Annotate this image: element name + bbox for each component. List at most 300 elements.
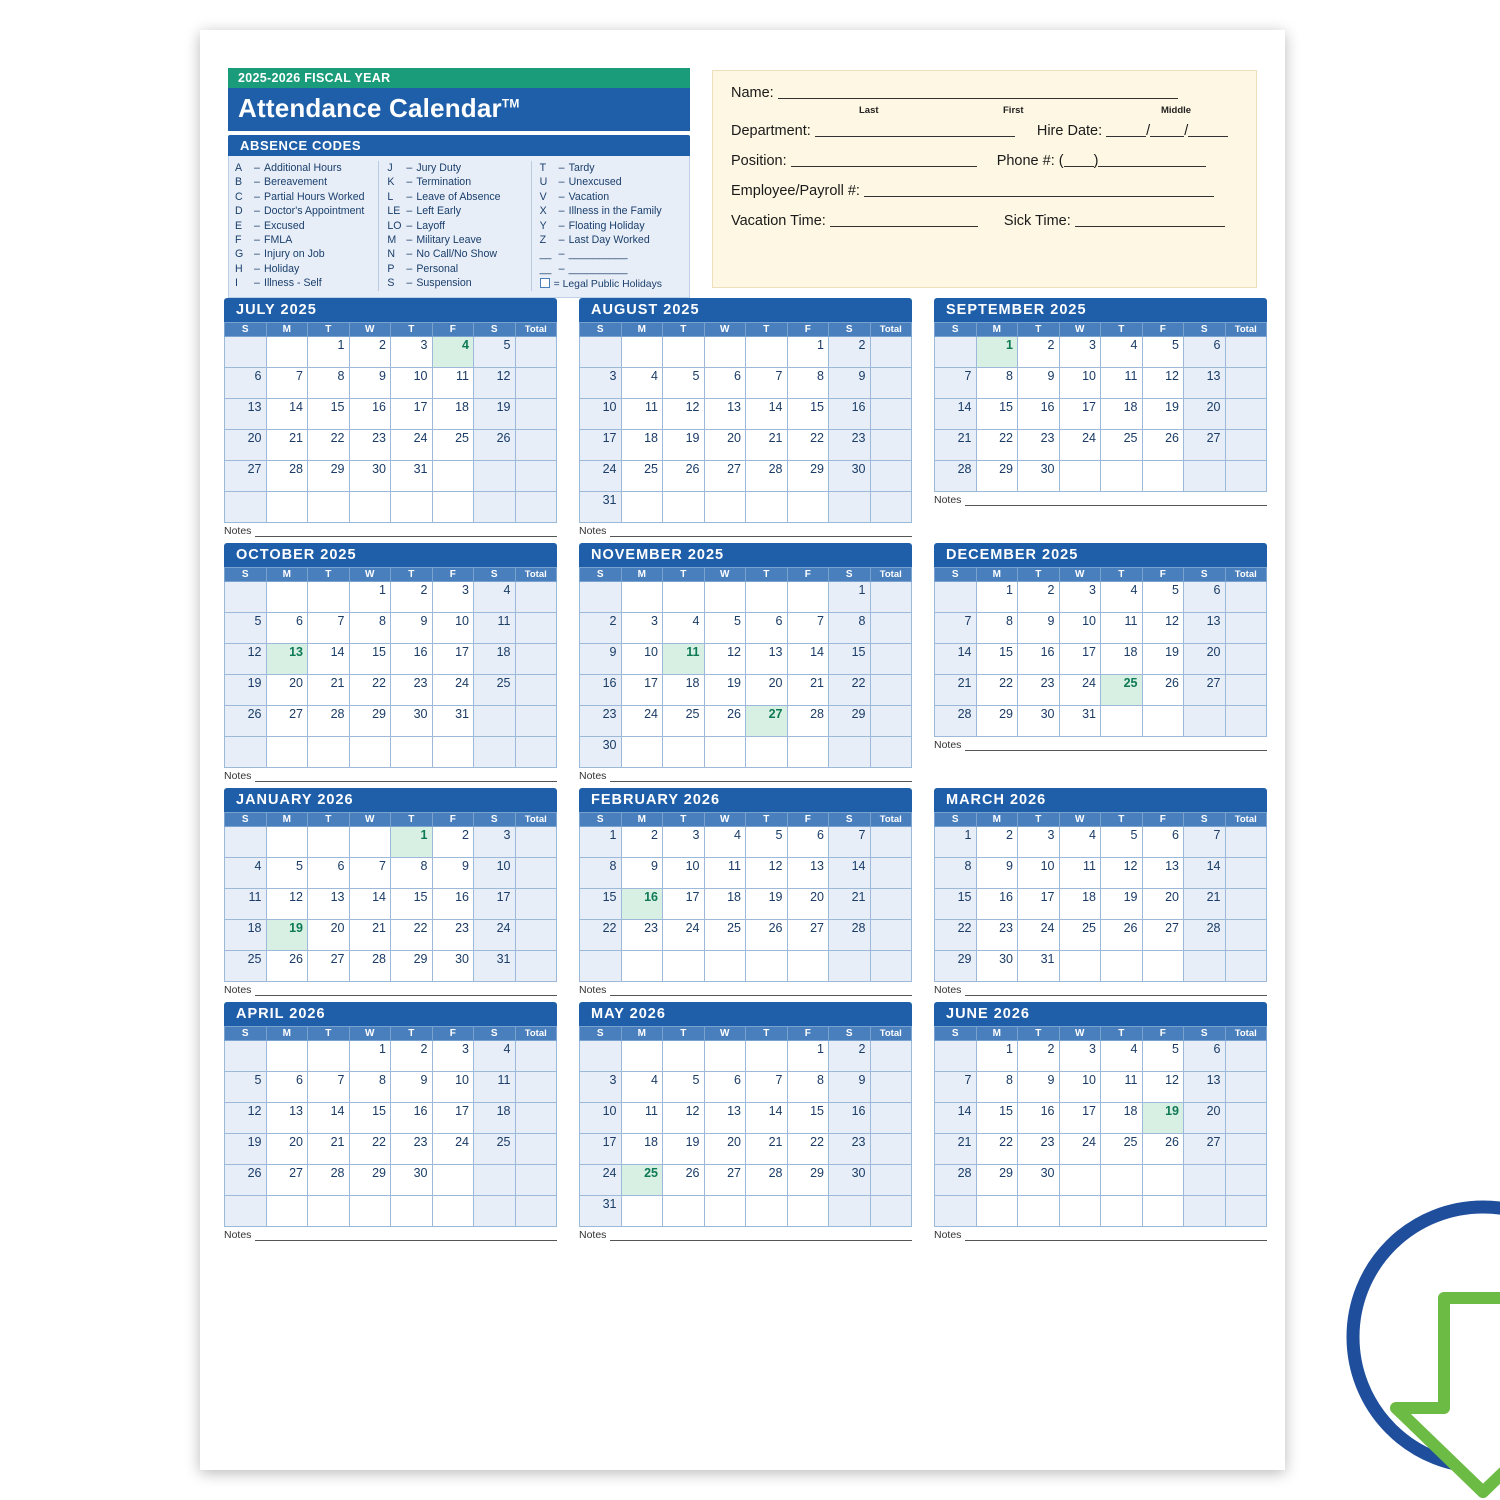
day-cell[interactable]: 6 [704,368,746,399]
day-cell[interactable]: 7 [1184,827,1226,858]
day-cell[interactable] [1101,1165,1143,1196]
day-cell[interactable]: 7 [308,613,350,644]
day-cell[interactable]: 30 [349,461,391,492]
day-cell[interactable]: 25 [621,461,663,492]
day-cell[interactable]: 25 [1059,920,1101,951]
day-cell[interactable]: 3 [1059,582,1101,613]
day-cell[interactable]: 5 [1142,337,1184,368]
day-cell[interactable]: 3 [621,613,663,644]
day-cell[interactable]: 4 [1059,827,1101,858]
day-cell[interactable] [746,1041,788,1072]
day-cell[interactable]: 10 [580,399,622,430]
day-cell[interactable]: 18 [474,1103,516,1134]
day-cell[interactable]: 5 [266,858,308,889]
day-cell[interactable]: 31 [432,706,474,737]
day-cell[interactable]: 23 [829,430,871,461]
notes-input[interactable] [255,987,557,996]
day-cell[interactable] [308,827,350,858]
day-cell[interactable]: 26 [1101,920,1143,951]
day-cell[interactable]: 24 [1059,675,1101,706]
notes-input[interactable] [610,1232,912,1241]
day-cell[interactable]: 9 [391,1072,433,1103]
day-cell[interactable]: 7 [746,1072,788,1103]
day-cell[interactable]: 13 [266,644,308,675]
day-cell[interactable]: 27 [704,1165,746,1196]
day-cell[interactable]: 30 [391,1165,433,1196]
day-cell[interactable]: 3 [1059,1041,1101,1072]
day-cell[interactable]: 10 [1059,613,1101,644]
day-cell[interactable] [663,951,705,982]
notes-input[interactable] [965,497,1267,506]
day-cell[interactable]: 10 [474,858,516,889]
day-cell[interactable]: 20 [787,889,829,920]
day-cell[interactable]: 22 [349,675,391,706]
day-cell[interactable]: 8 [349,613,391,644]
day-cell[interactable]: 4 [704,827,746,858]
day-cell[interactable]: 25 [474,1134,516,1165]
day-cell[interactable]: 6 [746,613,788,644]
day-cell[interactable] [266,337,308,368]
day-cell[interactable] [621,1196,663,1227]
day-cell[interactable]: 24 [621,706,663,737]
day-cell[interactable]: 22 [349,1134,391,1165]
day-cell[interactable]: 1 [829,582,871,613]
week-total-cell[interactable] [515,582,557,613]
week-total-cell[interactable] [870,1072,912,1103]
day-cell[interactable]: 27 [225,461,267,492]
day-cell[interactable] [266,1041,308,1072]
day-cell[interactable]: 18 [432,399,474,430]
week-total-cell[interactable] [1225,644,1267,675]
day-cell[interactable]: 24 [1018,920,1060,951]
day-cell[interactable]: 8 [349,1072,391,1103]
day-cell[interactable]: 16 [1018,644,1060,675]
day-cell[interactable] [704,492,746,523]
vacation-time-input[interactable] [830,214,978,227]
day-cell[interactable]: 10 [391,368,433,399]
day-cell[interactable]: 7 [787,613,829,644]
week-total-cell[interactable] [1225,889,1267,920]
day-cell[interactable] [580,582,622,613]
day-cell[interactable]: 2 [829,337,871,368]
week-total-cell[interactable] [870,644,912,675]
hire-date-month-input[interactable] [1106,124,1146,137]
day-cell[interactable]: 28 [746,461,788,492]
day-cell[interactable]: 15 [391,889,433,920]
day-cell[interactable] [935,1196,977,1227]
day-cell[interactable]: 25 [663,706,705,737]
day-cell[interactable]: 6 [1184,337,1226,368]
day-cell[interactable]: 28 [746,1165,788,1196]
day-cell[interactable]: 1 [976,582,1018,613]
day-cell[interactable]: 21 [349,920,391,951]
day-cell[interactable]: 31 [391,461,433,492]
day-cell[interactable] [663,492,705,523]
day-cell[interactable]: 11 [1059,858,1101,889]
day-cell[interactable]: 17 [1018,889,1060,920]
day-cell[interactable]: 29 [391,951,433,982]
day-cell[interactable] [1059,951,1101,982]
day-cell[interactable]: 24 [1059,1134,1101,1165]
day-cell[interactable] [474,492,516,523]
day-cell[interactable] [621,582,663,613]
day-cell[interactable]: 14 [935,399,977,430]
day-cell[interactable]: 9 [1018,613,1060,644]
day-cell[interactable] [474,737,516,768]
day-cell[interactable]: 16 [580,675,622,706]
day-cell[interactable]: 21 [935,675,977,706]
day-cell[interactable] [308,582,350,613]
week-total-cell[interactable] [515,1134,557,1165]
week-total-cell[interactable] [870,1196,912,1227]
day-cell[interactable]: 27 [787,920,829,951]
day-cell[interactable] [225,337,267,368]
day-cell[interactable]: 21 [746,430,788,461]
day-cell[interactable] [704,951,746,982]
day-cell[interactable]: 10 [1059,1072,1101,1103]
week-total-cell[interactable] [870,1041,912,1072]
day-cell[interactable]: 16 [1018,1103,1060,1134]
day-cell[interactable]: 30 [1018,1165,1060,1196]
day-cell[interactable]: 10 [621,644,663,675]
day-cell[interactable]: 4 [1101,582,1143,613]
day-cell[interactable]: 6 [1184,1041,1226,1072]
day-cell[interactable]: 28 [935,706,977,737]
day-cell[interactable] [474,1165,516,1196]
day-cell[interactable]: 29 [349,1165,391,1196]
day-cell[interactable] [621,1041,663,1072]
week-total-cell[interactable] [1225,613,1267,644]
day-cell[interactable] [704,1196,746,1227]
day-cell[interactable]: 17 [621,675,663,706]
day-cell[interactable]: 11 [474,1072,516,1103]
day-cell[interactable] [704,737,746,768]
day-cell[interactable]: 5 [704,613,746,644]
day-cell[interactable]: 16 [432,889,474,920]
day-cell[interactable]: 23 [621,920,663,951]
day-cell[interactable]: 7 [935,1072,977,1103]
week-total-cell[interactable] [870,675,912,706]
day-cell[interactable] [621,951,663,982]
week-total-cell[interactable] [1225,1196,1267,1227]
week-total-cell[interactable] [870,461,912,492]
day-cell[interactable]: 13 [1142,858,1184,889]
week-total-cell[interactable] [1225,1165,1267,1196]
day-cell[interactable]: 6 [1184,582,1226,613]
day-cell[interactable]: 15 [976,644,1018,675]
day-cell[interactable]: 15 [787,399,829,430]
day-cell[interactable]: 8 [787,1072,829,1103]
day-cell[interactable]: 12 [225,1103,267,1134]
day-cell[interactable]: 31 [1018,951,1060,982]
day-cell[interactable]: 20 [704,1134,746,1165]
day-cell[interactable]: 24 [580,1165,622,1196]
day-cell[interactable]: 11 [621,1103,663,1134]
day-cell[interactable]: 12 [1142,1072,1184,1103]
day-cell[interactable] [225,737,267,768]
day-cell[interactable]: 1 [935,827,977,858]
week-total-cell[interactable] [870,1103,912,1134]
day-cell[interactable]: 16 [976,889,1018,920]
day-cell[interactable]: 19 [663,430,705,461]
day-cell[interactable]: 3 [580,1072,622,1103]
day-cell[interactable] [935,1041,977,1072]
department-input[interactable] [815,124,1015,137]
day-cell[interactable]: 22 [976,430,1018,461]
day-cell[interactable]: 17 [432,644,474,675]
day-cell[interactable] [704,1041,746,1072]
week-total-cell[interactable] [870,582,912,613]
phone-area-input[interactable] [1064,154,1094,167]
day-cell[interactable]: 8 [829,613,871,644]
day-cell[interactable]: 26 [1142,430,1184,461]
day-cell[interactable]: 15 [935,889,977,920]
day-cell[interactable]: 26 [266,951,308,982]
day-cell[interactable]: 20 [1184,1103,1226,1134]
week-total-cell[interactable] [1225,920,1267,951]
day-cell[interactable]: 4 [1101,1041,1143,1072]
day-cell[interactable]: 21 [1184,889,1226,920]
day-cell[interactable]: 3 [1018,827,1060,858]
day-cell[interactable] [746,582,788,613]
day-cell[interactable]: 22 [976,675,1018,706]
day-cell[interactable] [432,737,474,768]
week-total-cell[interactable] [515,613,557,644]
day-cell[interactable]: 21 [935,430,977,461]
day-cell[interactable]: 7 [746,368,788,399]
day-cell[interactable]: 8 [308,368,350,399]
day-cell[interactable] [225,1041,267,1072]
day-cell[interactable]: 13 [704,1103,746,1134]
day-cell[interactable]: 13 [704,399,746,430]
day-cell[interactable]: 5 [1142,1041,1184,1072]
day-cell[interactable]: 2 [1018,337,1060,368]
day-cell[interactable]: 19 [1101,889,1143,920]
day-cell[interactable]: 12 [225,644,267,675]
day-cell[interactable]: 16 [391,1103,433,1134]
day-cell[interactable]: 29 [308,461,350,492]
day-cell[interactable]: 16 [829,399,871,430]
day-cell[interactable]: 14 [935,644,977,675]
week-total-cell[interactable] [1225,1134,1267,1165]
day-cell[interactable]: 19 [704,675,746,706]
day-cell[interactable] [829,737,871,768]
day-cell[interactable]: 10 [1059,368,1101,399]
day-cell[interactable]: 27 [1184,675,1226,706]
day-cell[interactable]: 19 [746,889,788,920]
week-total-cell[interactable] [515,675,557,706]
day-cell[interactable]: 10 [432,613,474,644]
day-cell[interactable]: 25 [621,1165,663,1196]
week-total-cell[interactable] [1225,461,1267,492]
day-cell[interactable] [474,461,516,492]
day-cell[interactable]: 23 [1018,430,1060,461]
day-cell[interactable] [474,706,516,737]
day-cell[interactable]: 28 [1184,920,1226,951]
day-cell[interactable]: 25 [1101,430,1143,461]
week-total-cell[interactable] [515,337,557,368]
day-cell[interactable]: 20 [308,920,350,951]
day-cell[interactable] [1059,461,1101,492]
day-cell[interactable]: 21 [787,675,829,706]
day-cell[interactable]: 18 [621,1134,663,1165]
day-cell[interactable] [787,1196,829,1227]
day-cell[interactable]: 28 [266,461,308,492]
week-total-cell[interactable] [515,889,557,920]
day-cell[interactable]: 3 [580,368,622,399]
day-cell[interactable] [704,337,746,368]
day-cell[interactable]: 30 [432,951,474,982]
day-cell[interactable]: 17 [1059,399,1101,430]
day-cell[interactable]: 17 [580,1134,622,1165]
day-cell[interactable] [704,582,746,613]
day-cell[interactable]: 23 [976,920,1018,951]
day-cell[interactable]: 14 [829,858,871,889]
day-cell[interactable] [308,737,350,768]
day-cell[interactable]: 29 [935,951,977,982]
day-cell[interactable]: 22 [580,920,622,951]
day-cell[interactable]: 14 [349,889,391,920]
day-cell[interactable]: 3 [391,337,433,368]
day-cell[interactable]: 29 [349,706,391,737]
day-cell[interactable]: 10 [1018,858,1060,889]
day-cell[interactable]: 9 [432,858,474,889]
day-cell[interactable]: 1 [349,582,391,613]
notes-input[interactable] [255,1232,557,1241]
day-cell[interactable] [1184,1196,1226,1227]
day-cell[interactable]: 26 [474,430,516,461]
day-cell[interactable]: 22 [787,430,829,461]
day-cell[interactable]: 31 [474,951,516,982]
day-cell[interactable]: 16 [621,889,663,920]
day-cell[interactable]: 17 [474,889,516,920]
day-cell[interactable]: 26 [663,1165,705,1196]
day-cell[interactable]: 16 [1018,399,1060,430]
week-total-cell[interactable] [870,430,912,461]
day-cell[interactable]: 17 [432,1103,474,1134]
week-total-cell[interactable] [515,461,557,492]
day-cell[interactable]: 13 [308,889,350,920]
day-cell[interactable]: 11 [663,644,705,675]
day-cell[interactable]: 12 [1142,613,1184,644]
day-cell[interactable] [1142,461,1184,492]
day-cell[interactable]: 20 [1184,399,1226,430]
day-cell[interactable]: 12 [663,399,705,430]
day-cell[interactable] [746,951,788,982]
day-cell[interactable]: 16 [829,1103,871,1134]
day-cell[interactable] [1184,461,1226,492]
day-cell[interactable]: 20 [746,675,788,706]
day-cell[interactable]: 25 [1101,675,1143,706]
day-cell[interactable]: 16 [349,399,391,430]
day-cell[interactable] [580,337,622,368]
week-total-cell[interactable] [870,368,912,399]
day-cell[interactable] [1184,1165,1226,1196]
day-cell[interactable] [935,337,977,368]
day-cell[interactable]: 6 [787,827,829,858]
day-cell[interactable]: 18 [474,644,516,675]
day-cell[interactable]: 14 [308,644,350,675]
day-cell[interactable]: 14 [308,1103,350,1134]
day-cell[interactable]: 12 [474,368,516,399]
day-cell[interactable]: 26 [225,706,267,737]
payroll-input[interactable] [864,184,1214,197]
day-cell[interactable]: 30 [1018,461,1060,492]
day-cell[interactable]: 8 [976,613,1018,644]
week-total-cell[interactable] [515,368,557,399]
day-cell[interactable] [432,461,474,492]
day-cell[interactable]: 13 [1184,368,1226,399]
day-cell[interactable] [1101,461,1143,492]
day-cell[interactable] [308,1041,350,1072]
day-cell[interactable]: 9 [1018,1072,1060,1103]
day-cell[interactable]: 1 [787,1041,829,1072]
notes-input[interactable] [255,528,557,537]
hire-date-year-input[interactable] [1188,124,1228,137]
week-total-cell[interactable] [515,1196,557,1227]
day-cell[interactable]: 24 [1059,430,1101,461]
week-total-cell[interactable] [870,827,912,858]
day-cell[interactable]: 27 [1184,430,1226,461]
day-cell[interactable]: 11 [225,889,267,920]
day-cell[interactable]: 6 [704,1072,746,1103]
day-cell[interactable]: 19 [225,675,267,706]
day-cell[interactable]: 25 [474,675,516,706]
day-cell[interactable]: 26 [746,920,788,951]
notes-input[interactable] [965,987,1267,996]
day-cell[interactable]: 9 [976,858,1018,889]
day-cell[interactable]: 28 [829,920,871,951]
day-cell[interactable]: 31 [1059,706,1101,737]
day-cell[interactable]: 18 [1101,1103,1143,1134]
day-cell[interactable] [349,827,391,858]
day-cell[interactable]: 15 [787,1103,829,1134]
day-cell[interactable] [746,737,788,768]
position-input[interactable] [791,154,977,167]
day-cell[interactable]: 18 [704,889,746,920]
day-cell[interactable]: 11 [704,858,746,889]
day-cell[interactable]: 29 [976,706,1018,737]
day-cell[interactable]: 5 [663,368,705,399]
day-cell[interactable]: 29 [787,461,829,492]
day-cell[interactable] [1101,951,1143,982]
day-cell[interactable]: 2 [1018,1041,1060,1072]
day-cell[interactable] [308,492,350,523]
day-cell[interactable]: 20 [704,430,746,461]
day-cell[interactable]: 6 [225,368,267,399]
day-cell[interactable]: 14 [266,399,308,430]
week-total-cell[interactable] [515,920,557,951]
day-cell[interactable]: 19 [1142,399,1184,430]
week-total-cell[interactable] [1225,1072,1267,1103]
week-total-cell[interactable] [870,613,912,644]
sick-time-input[interactable] [1075,214,1225,227]
day-cell[interactable] [349,492,391,523]
day-cell[interactable] [266,827,308,858]
day-cell[interactable]: 2 [349,337,391,368]
day-cell[interactable] [746,337,788,368]
day-cell[interactable] [1142,1196,1184,1227]
day-cell[interactable]: 7 [349,858,391,889]
day-cell[interactable]: 17 [391,399,433,430]
day-cell[interactable]: 31 [580,1196,622,1227]
day-cell[interactable] [663,582,705,613]
day-cell[interactable]: 31 [580,492,622,523]
day-cell[interactable]: 30 [391,706,433,737]
notes-input[interactable] [610,773,912,782]
day-cell[interactable] [391,737,433,768]
day-cell[interactable]: 27 [266,1165,308,1196]
